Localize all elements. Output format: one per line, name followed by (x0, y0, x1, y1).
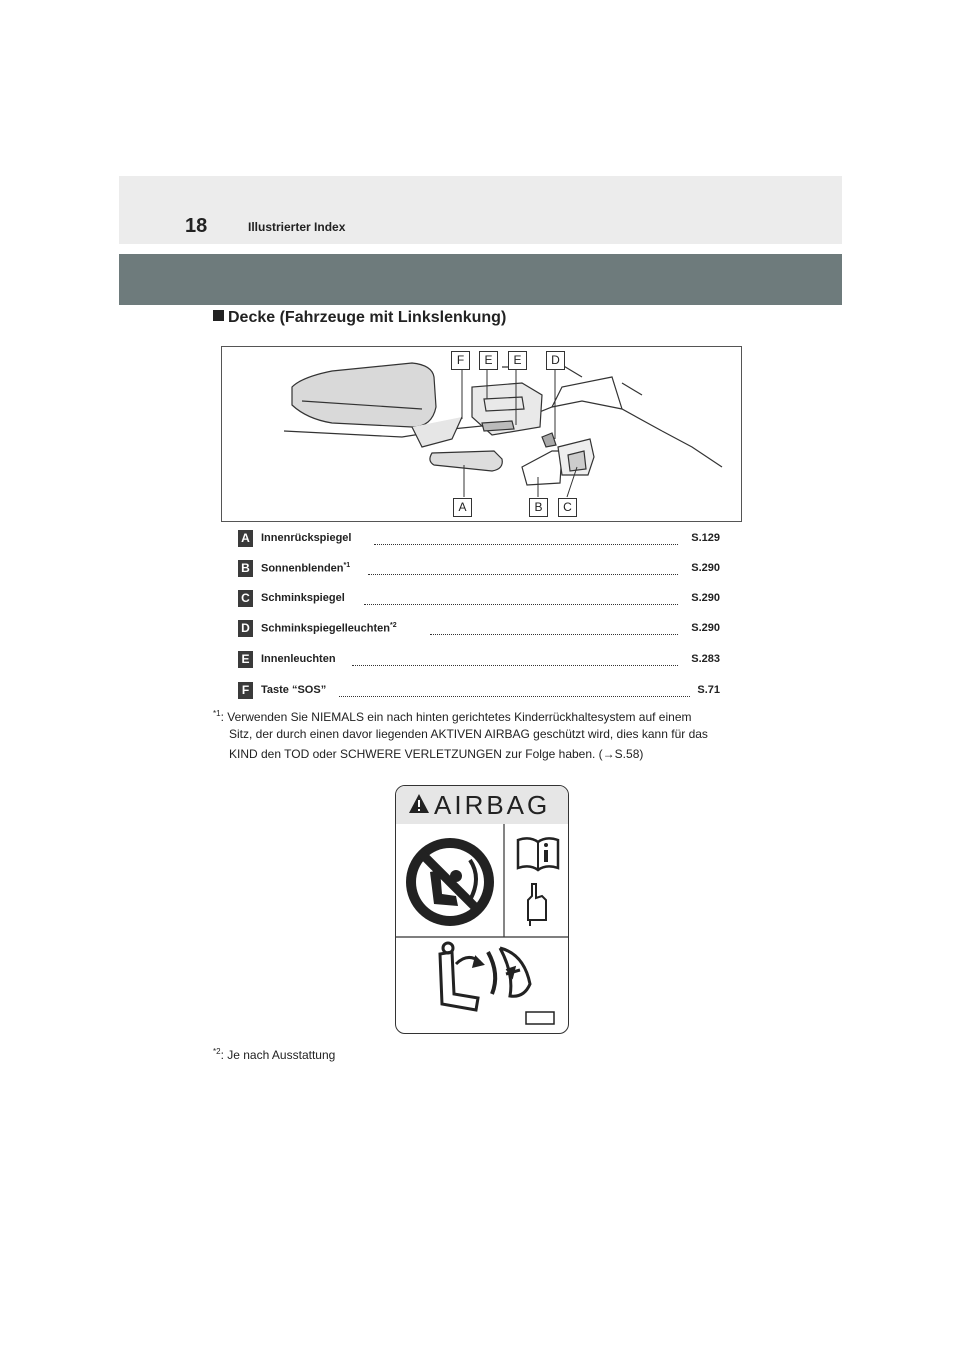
item-name: Schminkspiegelleuchten$^{*2}$ (261, 622, 397, 635)
header-band (119, 176, 842, 244)
item-name: Taste “SOS” (261, 684, 327, 696)
no-rear-facing-seat-icon (406, 838, 494, 926)
item-page-ref: S.290 (691, 592, 720, 604)
footnote-marker: *2 (389, 622, 397, 629)
ceiling-drawing (222, 347, 741, 521)
leader-dots (430, 622, 678, 635)
figure-label-a: A (453, 498, 472, 517)
figure-label-d: D (546, 351, 565, 370)
manual-book-icon (518, 838, 558, 870)
index-item-d (238, 620, 720, 640)
footnote-marker: *1 (213, 709, 221, 718)
index-item-a (238, 530, 720, 550)
item-name: Innenleuchten (261, 653, 336, 665)
footnote-text: : Verwenden Sie NIEMALS ein nach hinten gerichtetes Kinderrückhaltesystem auf einem (220, 710, 692, 724)
item-name: Innenrückspiegel (261, 532, 352, 544)
item-page-ref: S.283 (691, 653, 720, 665)
figure-label-b: B (529, 498, 548, 517)
leader-dots (374, 532, 678, 545)
item-name: Sonnenblenden$^{*1}$ (261, 562, 351, 575)
item-page-ref: S.290 (691, 622, 720, 634)
footnote-2 (213, 1042, 335, 1065)
label-code-box (526, 1012, 554, 1024)
figure-label-c: C (558, 498, 577, 517)
section-band (119, 254, 842, 305)
item-page-ref: S.129 (691, 532, 720, 544)
item-key: B (238, 560, 253, 577)
square-bullet-icon (213, 310, 224, 321)
airbag-warning-label (395, 785, 569, 1034)
figure-label-f: F (451, 351, 470, 370)
footnote-text: : Je nach Ausstattung (220, 1048, 336, 1062)
item-key: F (238, 682, 253, 699)
item-page-ref: S.290 (691, 562, 720, 574)
section-title (213, 309, 506, 327)
leader-dots (352, 653, 678, 666)
item-key: E (238, 651, 253, 668)
leader-dots (368, 562, 678, 575)
section-title-text: Decke (Fahrzeuge mit Linkslenkung) (228, 309, 507, 326)
index-item-c (238, 590, 720, 610)
item-page-ref: S.71 (697, 684, 720, 696)
index-item-f (238, 682, 720, 702)
footnote-marker: *1 (343, 562, 351, 569)
item-key: A (238, 530, 253, 547)
figure-label-e1: E (479, 351, 498, 370)
airbag-word: AIRBAG (434, 790, 551, 820)
ceiling-illustration (221, 346, 742, 522)
warning-triangle-icon (408, 793, 430, 815)
seat-and-airbag-icon (440, 943, 530, 1010)
figure-label-e2: E (508, 351, 527, 370)
item-key: D (238, 620, 253, 637)
index-item-b (238, 560, 720, 580)
index-item-e (238, 651, 720, 671)
item-key: C (238, 590, 253, 607)
item-name: Schminkspiegel (261, 592, 345, 604)
leader-dots (339, 684, 690, 697)
leader-dots (364, 592, 678, 605)
pointing-hand-icon (528, 884, 546, 926)
airbag-pictograms (396, 824, 568, 1033)
footnote-1-line-3: KIND den TOD oder SCHWERE VERLETZUNGEN zur Folge haben. (→S.58) (229, 747, 644, 761)
footnote-marker: *2 (213, 1047, 221, 1056)
header-title: Illustrierter Index (248, 220, 346, 234)
airbag-label-header (396, 786, 568, 824)
footnote-1-line-2: Sitz, der durch einen davor liegenden AKTIVEN AIRBAG geschützt wird, dies kann für das (229, 727, 708, 741)
page-number: 18 (185, 215, 208, 237)
